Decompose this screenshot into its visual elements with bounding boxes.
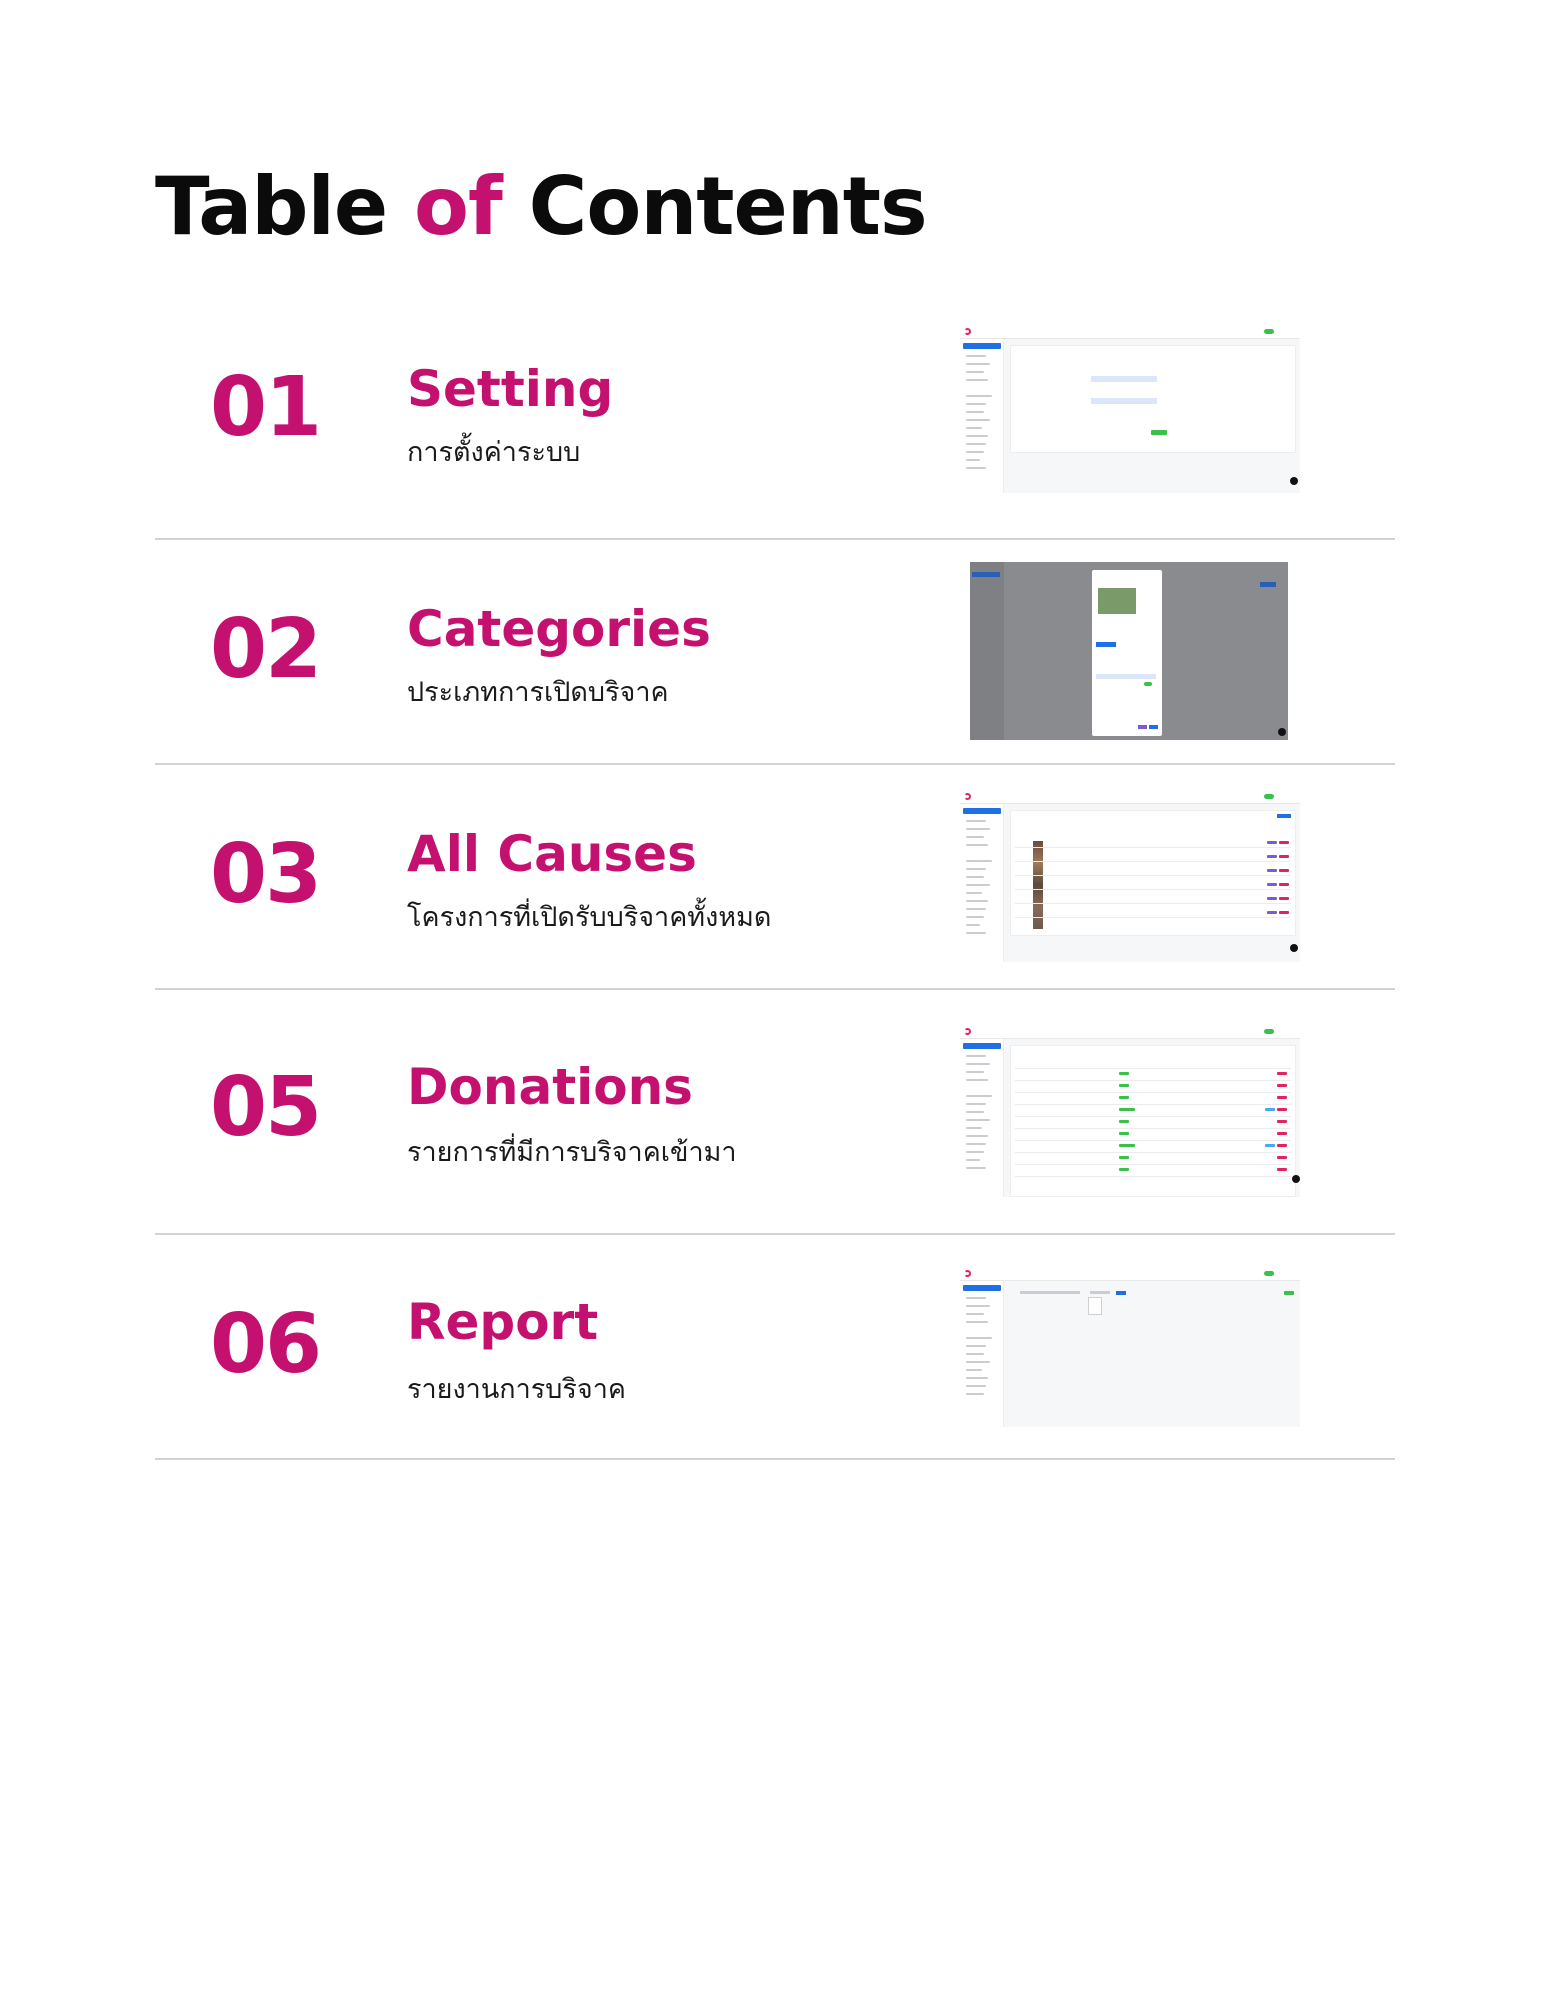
toc-subtitle: รายงานการบริจาค (407, 1374, 626, 1405)
title-word-table: Table (155, 160, 388, 253)
toc-number: 06 (210, 1297, 321, 1392)
setting-screenshot (960, 325, 1300, 493)
toc-title: Donations (407, 1058, 693, 1116)
toc-title: All Causes (407, 825, 697, 883)
toc-subtitle: การตั้งค่าระบบ (407, 437, 581, 468)
divider (155, 1458, 1395, 1460)
toc-subtitle: โครงการที่เปิดรับบริจาคทั้งหมด (407, 902, 772, 933)
toc-subtitle: ประเภทการเปิดบริจาค (407, 677, 669, 708)
toc-item-all-causes[interactable] (155, 765, 1395, 990)
toc-item-donations[interactable] (155, 990, 1395, 1235)
toc-number: 05 (210, 1060, 321, 1155)
toc-number: 01 (210, 360, 321, 455)
title-word-contents: Contents (528, 160, 927, 253)
toc-item-report[interactable] (155, 1235, 1395, 1460)
page-title (155, 160, 927, 253)
title-word-of: of (414, 160, 502, 253)
report-screenshot (960, 1267, 1300, 1427)
all-causes-screenshot (960, 790, 1300, 962)
toc-item-setting[interactable] (155, 300, 1395, 540)
toc-number: 02 (210, 602, 321, 697)
toc-subtitle: รายการที่มีการบริจาคเข้ามา (407, 1137, 737, 1168)
toc-item-categories[interactable] (155, 540, 1395, 765)
categories-screenshot (970, 562, 1288, 740)
toc-title: Setting (407, 360, 614, 418)
donations-screenshot (960, 1025, 1300, 1197)
toc-number: 03 (210, 827, 321, 922)
toc-title: Categories (407, 600, 711, 658)
toc-title: Report (407, 1293, 599, 1351)
